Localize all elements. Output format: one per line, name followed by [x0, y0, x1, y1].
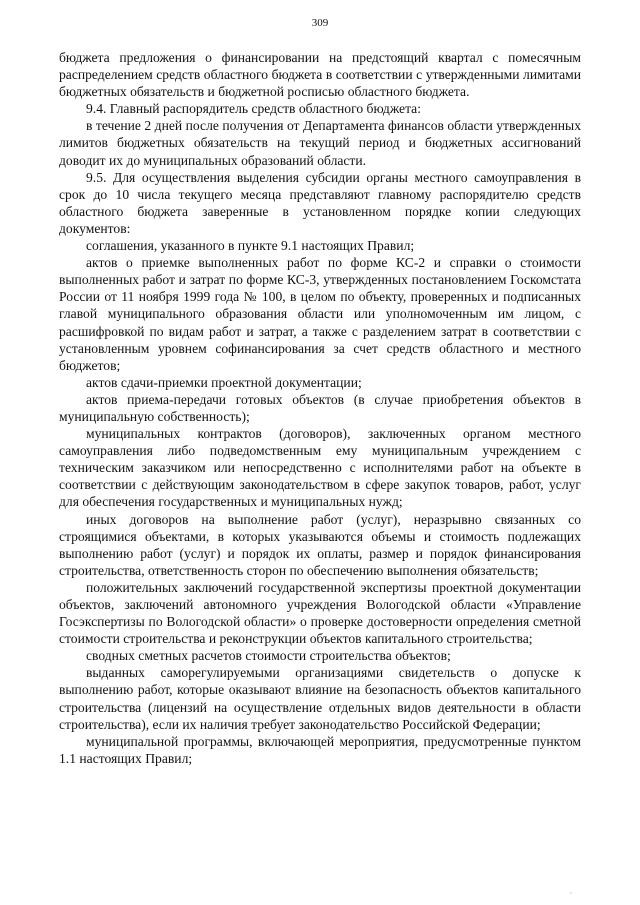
list-item-expert-conclusions: положительных заключений государственной экспертизы проектной документации объектов, заключений автономного учреждения Вологодской области «Управление Госэкспертизы по Вологодской области» о проверке достоверности определения сметной стоимости строительства и реконструкции объектов капитального строительства; — [59, 579, 581, 647]
page-number: 309 — [311, 17, 329, 29]
list-item-other-contracts: иных договоров на выполнение работ (услуг), неразрывно связанных со строящимися объектами, в которых указываются объемы и стоимость подлежащих выполнению работ (услуг) и порядок их оплаты, размер и порядок финансирования строительства, ответственность сторон по обеспечению выполнения обязательств; — [59, 511, 581, 578]
paragraph-budget-proposal: бюджета предложения о финансировании на предстоящий квартал с помесячным распределением средств областного бюджета в соответствии с утвержденными лимитами бюджетных обязательств и бюджетной росписью областного бюджета. — [59, 50, 581, 100]
list-item-municipal-program: муниципальной программы, включающей мероприятия, предусмотренные пунктом 1.1 настоящих Правил; — [59, 733, 581, 766]
list-item-estimate-calculations: сводных сметных расчетов стоимости строительства объектов; — [86, 648, 451, 664]
list-item-agreement: соглашения, указанного в пункте 9.1 настоящих Правил; — [86, 238, 415, 254]
list-item-sro-certificates: выданных саморегулируемыми организациями свидетельств о допуске к выполнению работ, которые оказывают влияние на безопасность объектов капитального строительства (лицензий на осуществление отдельных видов деятельности в области строительства), если их наличия требует законодательство Российской Федерации; — [59, 665, 581, 732]
list-item-municipal-contracts: муниципальных контрактов (договоров), заключенных органом местного самоуправления либо подведомственным ему муниципальным учреждением с техническим заказчиком или непосредственно с исполнителями работ на объекте в соответствии с действующим законодательством в сфере закупок товаров, работ, услуг для обеспечения государственных и муниципальных нужд; — [59, 426, 581, 510]
list-item-transfer-acts: актов приема-передачи готовых объектов (в случае приобретения объектов в муниципальную собственность); — [59, 391, 581, 424]
paragraph-9-5-heading: 9.5. Для осуществления выделения субсидии органы местного самоуправления в срок до 10 числа текущего месяца представляют главному распорядителю средств областного бюджета заверенные в установленном порядке копии следующих документов: — [59, 169, 581, 236]
paragraph-9-4-heading: 9.4. Главный распорядитель средств областного бюджета: — [86, 101, 421, 117]
paragraph-9-4-limits: в течение 2 дней после получения от Департамента финансов области утвержденных лимитов бюджетных обязательств на текущий период и бюджетных ассигнований доводит их до муниципальных образований области. — [59, 118, 581, 168]
list-item-design-acceptance: актов сдачи-приемки проектной документации; — [86, 374, 362, 390]
list-item-ks2-ks3-acts: актов о приемке выполненных работ по форме КС-2 и справки о стоимости выполненных работ и затрат по форме КС-3, утвержденных постановлением Госкомстата России от 11 ноября 1999 года № 100, в целом по объекту, проверенных и подписанных главой муниципального образования области или уполномоченным им лицом, с расшифровкой по видам работ и затрат, а также с разделением затрат в соответствии с установленным уровнем софинансирования за счет средств областного и местного бюджетов; — [59, 255, 581, 373]
document-body — [59, 49, 581, 767]
scan-artifact-mark: ▫ — [569, 889, 572, 897]
